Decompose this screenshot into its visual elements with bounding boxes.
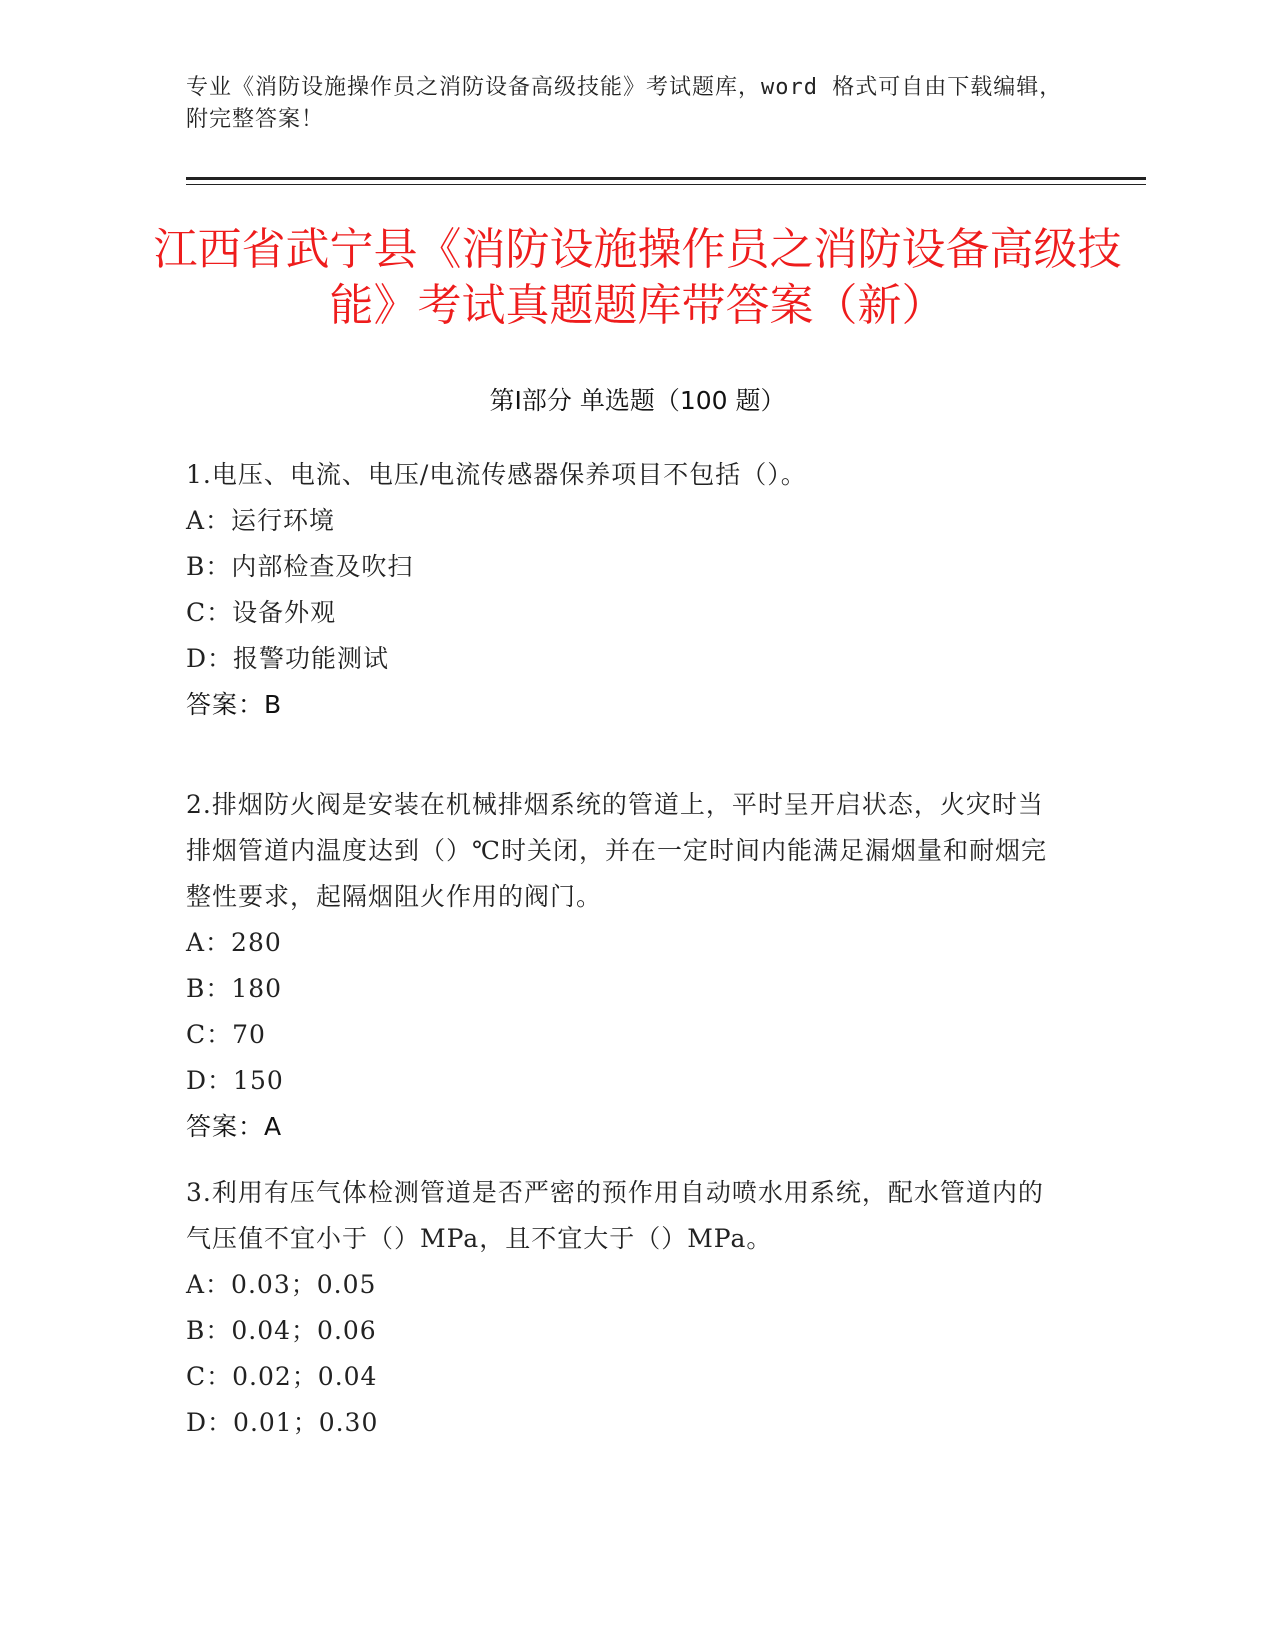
option-d: D：报警功能测试	[186, 644, 390, 673]
header-rule-thin	[186, 184, 1146, 185]
answer-label: 答案：A	[186, 1112, 283, 1141]
option-d: D：150	[186, 1066, 284, 1095]
question-stem: 1.电压、电流、电压/电流传感器保养项目不包括（）。	[186, 460, 807, 489]
question-1	[186, 452, 1066, 728]
question-3	[186, 1170, 1066, 1446]
question-stem: 2.排烟防火阀是安装在机械排烟系统的管道上，平时呈开启状态，火灾时当排烟管道内温度达到（）℃时关闭，并在一定时间内能满足漏烟量和耐烟完整性要求，起隔烟阻火作用的阀门。	[186, 790, 1047, 911]
option-b: B：0.04；0.06	[186, 1316, 377, 1345]
option-a: A：运行环境	[186, 506, 336, 535]
option-c: C：0.02；0.04	[186, 1362, 378, 1391]
section-title: 第Ⅰ部分 单选题（100 题）	[489, 386, 786, 415]
option-c: C：70	[186, 1020, 266, 1049]
option-a: A：0.03；0.05	[186, 1270, 377, 1299]
option-a: A：280	[186, 928, 282, 957]
option-b: B：180	[186, 974, 283, 1003]
option-c: C：设备外观	[186, 598, 337, 627]
document-title: 江西省武宁县《消防设施操作员之消防设备高级技能》考试真题题库带答案（新）	[153, 224, 1122, 331]
question-2	[186, 782, 1066, 1150]
header-rule-thick	[186, 177, 1146, 180]
header-note: 专业《消防设施操作员之消防设备高级技能》考试题库，word 格式可自由下载编辑，附完整答案！	[186, 75, 1063, 132]
option-d: D：0.01；0.30	[186, 1408, 379, 1437]
answer-label: 答案：B	[186, 690, 283, 719]
question-stem: 3.利用有压气体检测管道是否严密的预作用自动喷水用系统，配水管道内的气压值不宜小于（）MPa，且不宜大于（）MPa。	[186, 1178, 1044, 1253]
option-b: B：内部检查及吹扫	[186, 552, 414, 581]
